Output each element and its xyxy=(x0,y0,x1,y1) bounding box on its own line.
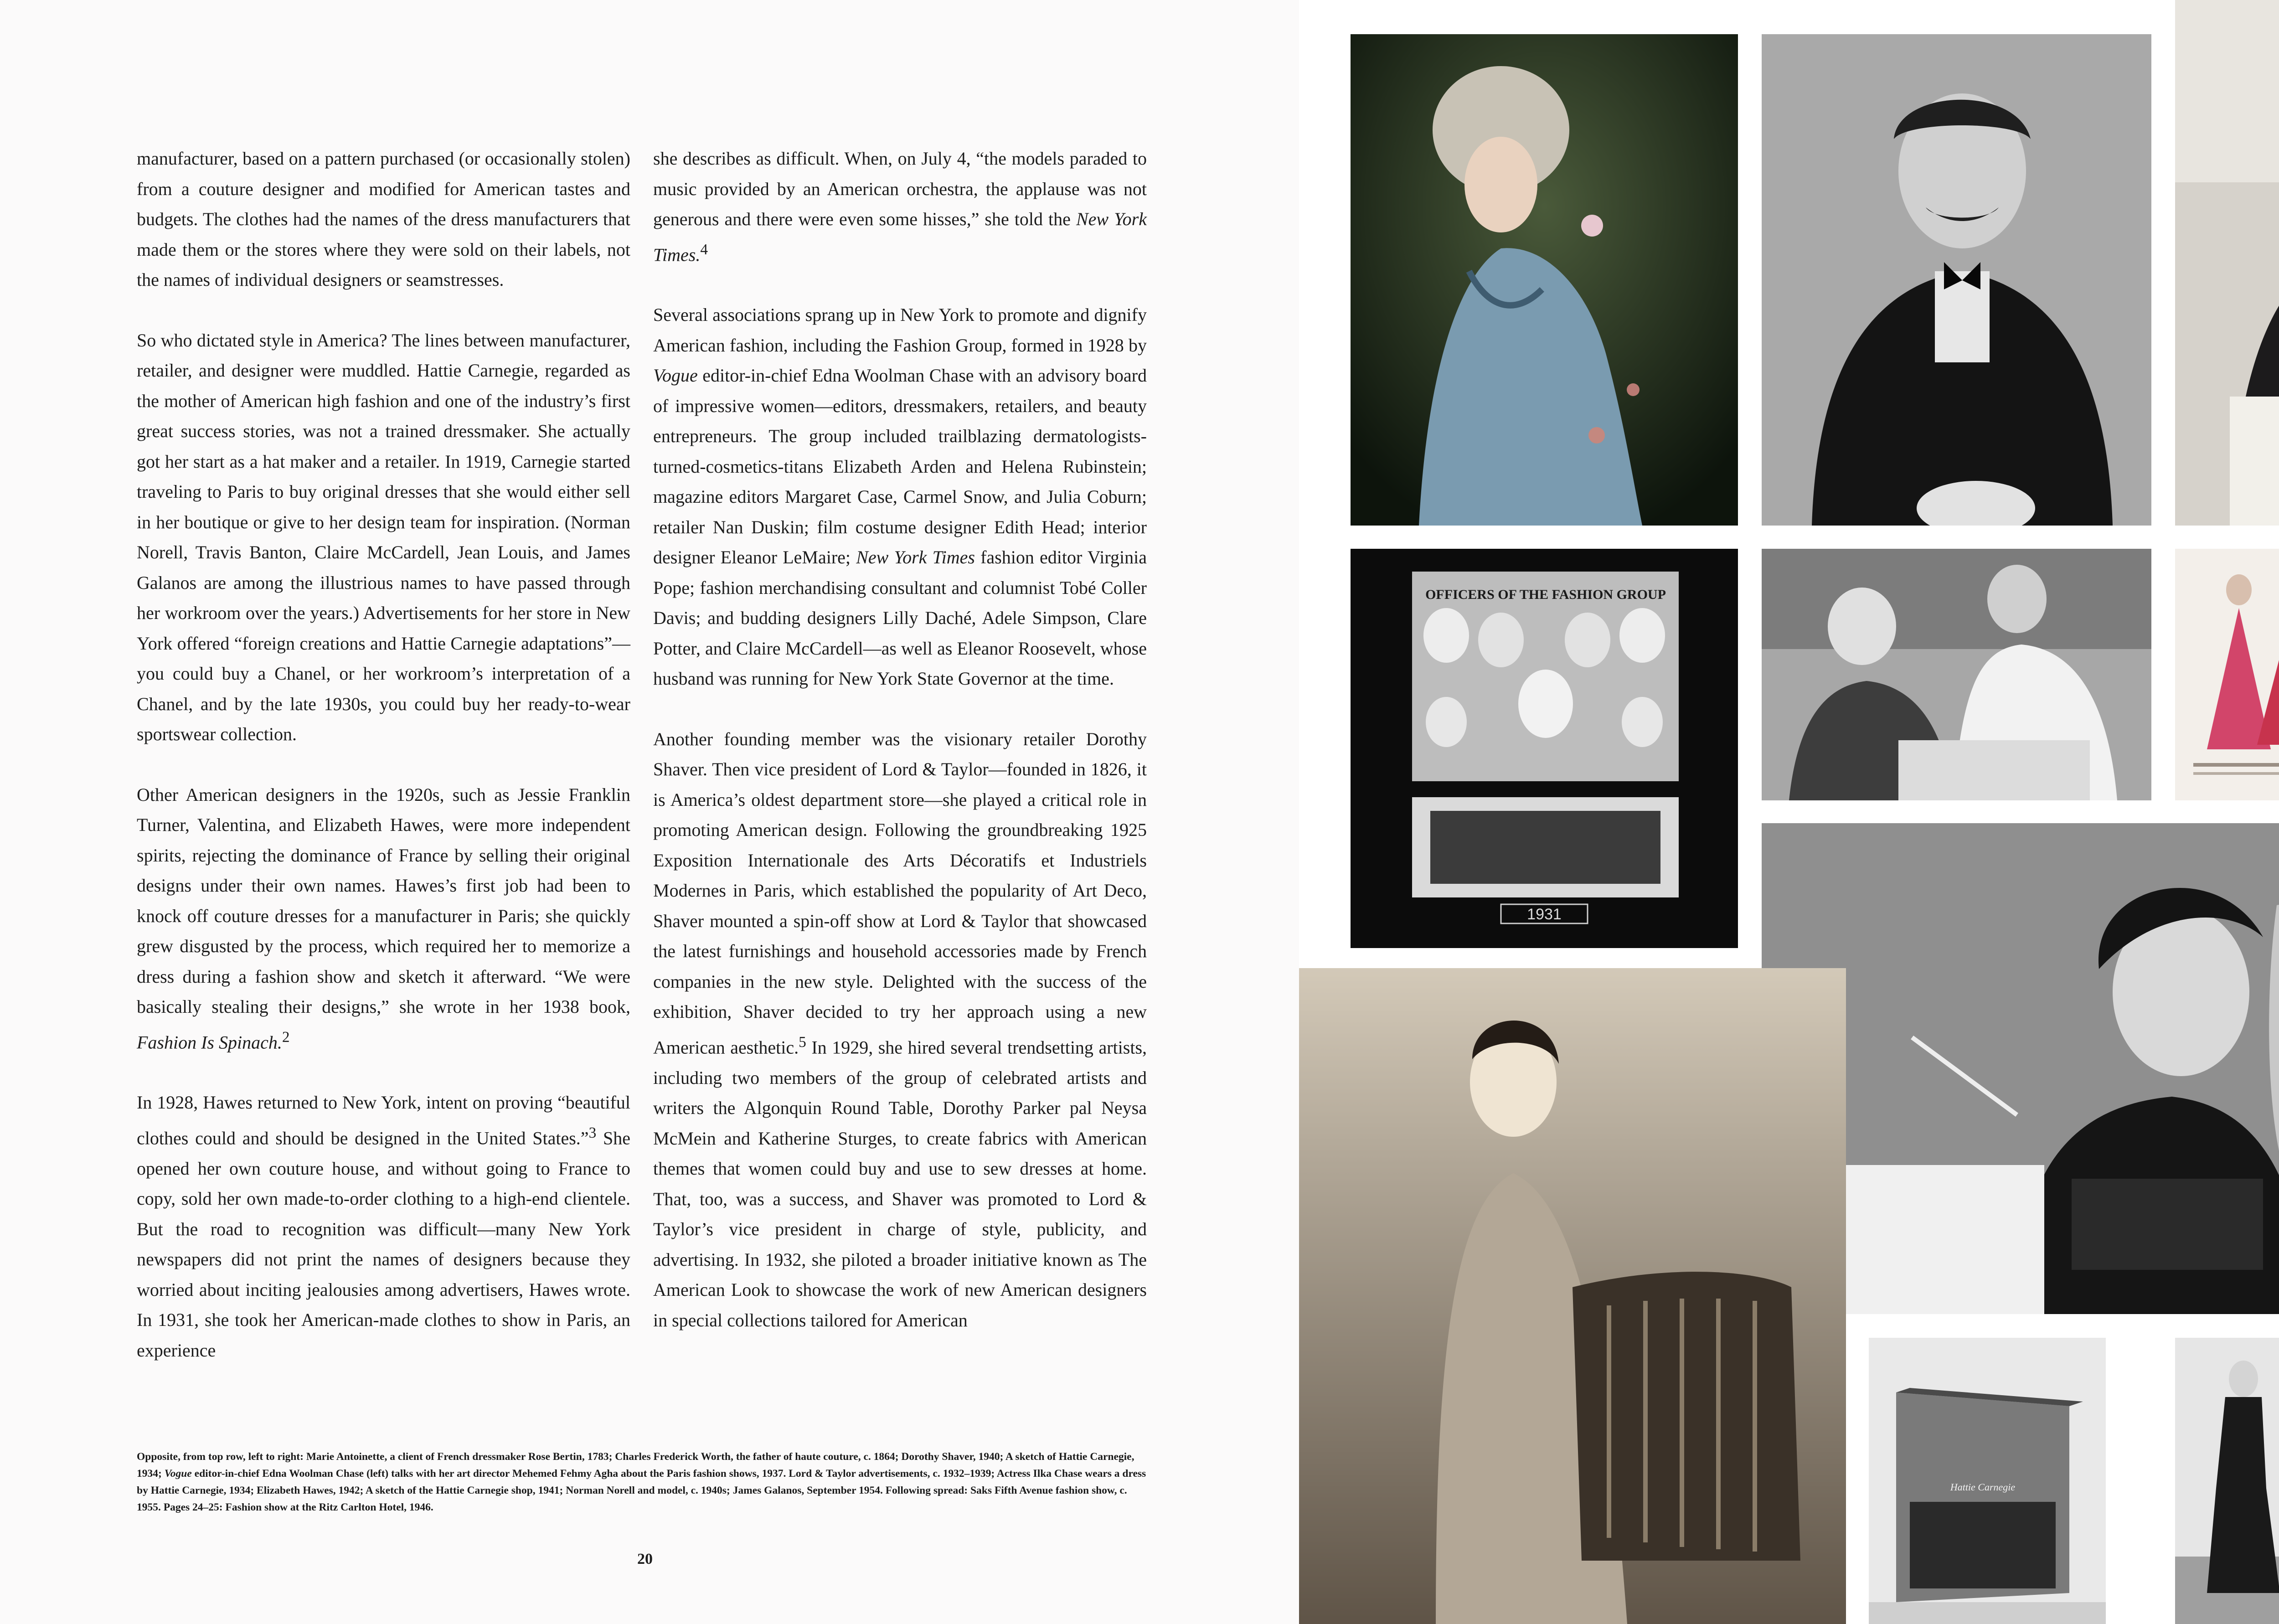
publication-title: New York Times. xyxy=(653,209,1147,265)
photo-marie-antoinette-portrait xyxy=(1351,34,1738,526)
photo-charles-worth xyxy=(1762,34,2151,526)
paragraph: Another founding member was the visionary retailer Dorothy Shaver. Then vice president of Lord & Taylor—founded in 1826, it is America’s oldest department store—she played a critical role in promoting American design. Following the groundbreaking 1925 Exposition Internationale des Arts Décoratifs et Industriels Modernes in Paris, which established the popularity of Art Deco, Shaver mounted a spin-off show at Lord & Taylor that showcased the latest furnishings and household accessories made by French companies in the new style. Delighted with the success of the exhibition, Shaver decided to try her approach using a new American aesthetic.$^5$ In 1929, she hired several trendsetting artists, including two members of the group of celebrated artists and writers the Algonquin Round Table, Dorothy Parker pal Neysa McMein and Katherine Sturges, to create fabrics with American themes that women could buy and use to sew dresses at home. That, too, was a success, and Shaver was promoted to Lord & Taylor’s vice president in charge of style, publicity, and advertising. In 1932, she piloted a broader initiative known as The American Look to showcase the work of new American designers in special collections tailored for American xyxy=(653,728,1147,1330)
photo-hattie-carnegie-shop xyxy=(1869,1338,2106,1624)
book-title: Fashion Is Spinach. xyxy=(137,1031,282,1052)
photo-dorothy-shaver xyxy=(2175,0,2279,526)
paragraph: In 1928, Hawes returned to New York, intent on proving “beautiful clothes could and should be designed in the United States.”$^3$ She opened her own couture house, and without going to France to copy, sold her own made-to-order clothing to a high-end clientele. But the road to recognition was difficult—many New York newspapers did not print the names of designers because they worried about inciting jealousies among advertisers, Hawes wrote. In 1931, she took her American-made clothes to show in Paris, an experience xyxy=(137,1092,630,1361)
endnote-ref: 5 xyxy=(799,1033,806,1051)
endnote-ref: 4 xyxy=(700,241,708,258)
paragraph: Other American designers in the 1920s, such as Jessie Franklin Turner, Valentina, and Elizabeth Hawes, were more independent spirits, rejecting the dominance of France by selling their original designs under their own names. Hawes’s first job had been to knock off couture dresses for a manufacturer in Paris; she quickly grew disgusted by the process, which required her to memorize a dress during a fashion show and sketch it afterward. “We were basically stealing their designs,” she wrote in her 1938 book, Fashion Is Spinach.$^2$ xyxy=(137,784,630,1052)
page-number: 20 xyxy=(637,1551,653,1567)
paragraph: So who dictated style in America? The lines between manufacturer, retailer, and designer were muddled. Hattie Carnegie, regarded as the mother of American high fashion and one of the industry’s first great success stories, was not a trained dressmaker. She actually got her start as a hat maker and a retailer. In 1919, Carnegie started traveling to Paris to buy original dresses that she would either sell in her boutique or give to her design team for inspiration. (Norman Norell, Travis Banton, Claire McCardell, Jean Louis, and James Galanos are among the illustrious names to have passed through her workroom over the years.) Advertisements for her store in New York offered “foreign creations and Hattie Carnegie adaptations”—you could buy a Chanel, or her workroom’s interpretation of a Chanel, and by the late 1930s, you could buy her ready-to-wear sportswear collection. xyxy=(137,330,630,744)
photo-chase-and-agha xyxy=(1762,549,2151,800)
paragraph: Several associations sprang up in New York to promote and dignify American fashion, including the Fashion Group, formed in 1928 by Vogue editor-in-chief Edna Woolman Chase with an advisory board of impressive women—editors, dressmakers, retailers, and beauty entrepreneurs. The group included trailblazing dermatologists-turned-cosmetics-titans Elizabeth Arden and Helena Rubinstein; magazine editors Margaret Case, Carmel Snow, and Julia Coburn; retailer Nan Duskin; film costume designer Edith Head; interior designer Eleanor LeMaire; New York Times fashion editor Virginia Pope; fashion merchandising consultant and columnist Tobé Coller Davis; and budding designers Lilly Daché, Adele Simpson, Clare Potter, and Claire McCardell—as well as Eleanor Roosevelt, whose husband was running for New York State Governor at the time. xyxy=(653,304,1147,689)
text-column-right xyxy=(653,144,1147,1366)
photo-fashion-group-officers xyxy=(1351,549,1738,948)
right-page xyxy=(1299,0,2279,1624)
photo-year-label: 1931 xyxy=(1527,906,1562,923)
shop-sign: Hattie Carnegie xyxy=(1950,1481,2016,1493)
paragraph: manufacturer, based on a pattern purchased (or occasionally stolen) from a couture designer and modified for American tastes and budgets. The clothes had the names of the dress manufacturers that made them or the stores where they were sold on their labels, not the names of individual designers or seamstresses. xyxy=(137,148,630,290)
photo-caption: Opposite, from top row, left to right: Marie Antoinette, a client of French dressmaker Rose Bertin, 1783; Charles Frederick Worth, the father of haute couture, c. 1864; Dorothy Shaver, 1940; A sketch of Hattie Carnegie, 1934; Vogue editor-in-chief Edna Woolman Chase (left) talks with her art director Mehemed Fehmy Agha about the Paris fashion shows, 1937. Lord & Taylor advertisements, c. 1932–1939; Actress Ilka Chase wears a dress by Hattie Carnegie, 1934; Elizabeth Hawes, 1942; A sketch of the Hattie Carnegie shop, 1941; Norman Norell and model, c. 1940s; James Galanos, September 1954. Following spread: Saks Fifth Avenue fashion show, c. 1955. Pages 24–25: Fashion show at the Ritz Carlton Hotel, 1946. xyxy=(137,1451,1146,1513)
endnote-ref: 3 xyxy=(588,1124,597,1141)
paragraph: she describes as difficult. When, on July 4, “the models paraded to music provided by an American orchestra, the applause was not generous and there were even some hisses,” she told the New York Times.$^4$ xyxy=(653,148,1147,265)
photo-norman-norell-and-model xyxy=(2175,1338,2279,1624)
photo-ilka-chase xyxy=(1299,968,1846,1624)
endnote-ref: 2 xyxy=(282,1028,290,1046)
photo-lord-and-taylor-ad-1 xyxy=(2175,549,2279,800)
text-column-left xyxy=(137,144,630,1396)
poster-heading: OFFICERS OF THE FASHION GROUP xyxy=(1425,587,1666,602)
